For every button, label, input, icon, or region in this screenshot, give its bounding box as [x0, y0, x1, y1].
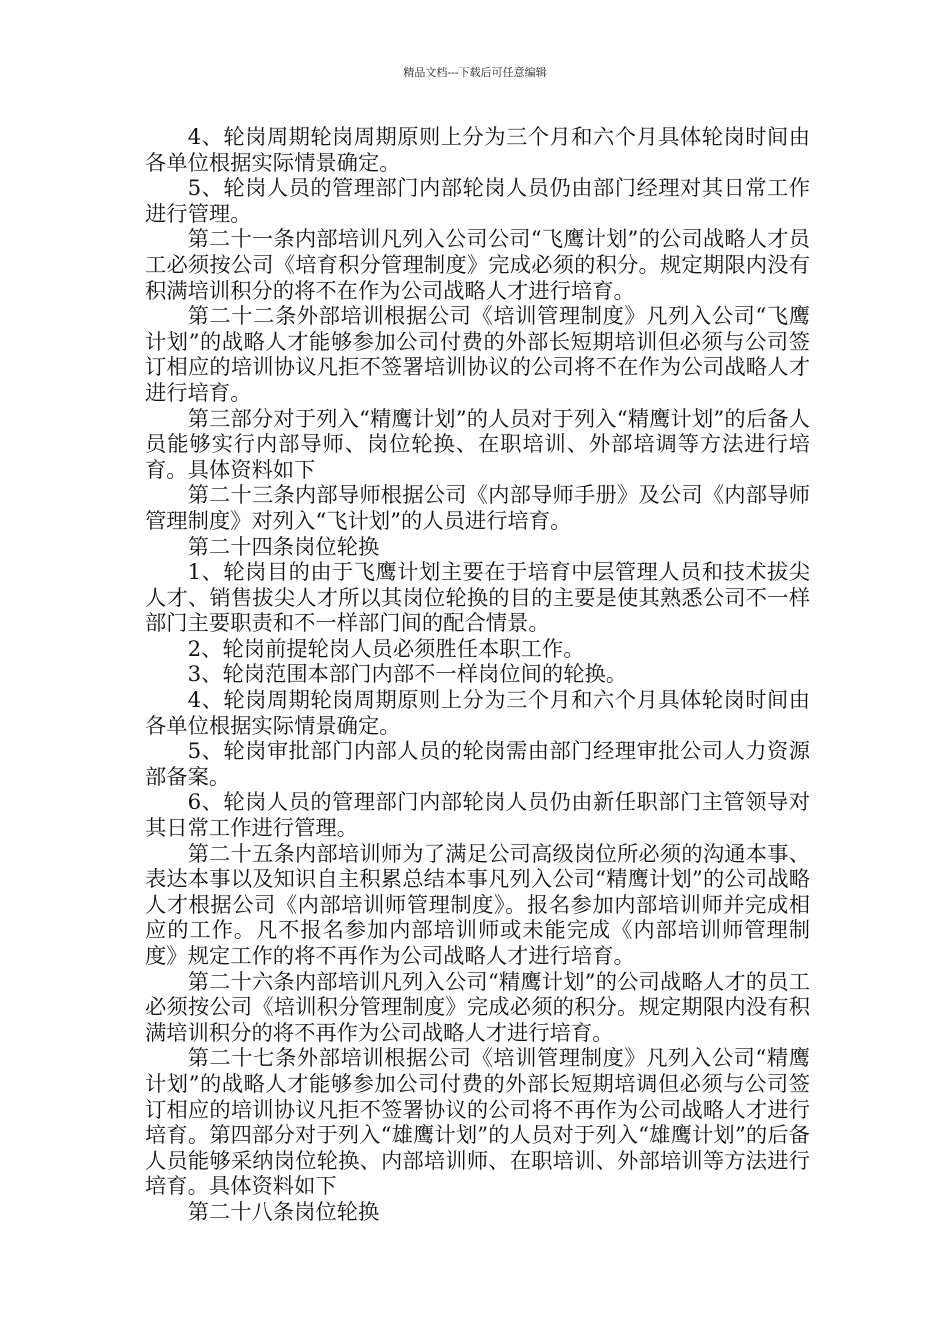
document-body [145, 125, 810, 1226]
paragraph: 2、轮岗前提轮岗人员必须胜任本职工作。 [187, 636, 585, 662]
paragraph: 1、轮岗目的由于飞鹰计划主要在于培育中层管理人员和技术拔尖人才、销售拔尖人才所以其岗位轮换的目的主要是使其熟悉公司不一样部门主要职责和不一样部门间的配合情景。 [145, 560, 810, 637]
section-heading: 第二十四条岗位轮换 [187, 534, 380, 560]
paragraph: 4、轮岗周期轮岗周期原则上分为三个月和六个月具体轮岗时间由各单位根据实际情景确定。 [145, 688, 810, 739]
section-heading: 第二十八条岗位轮换 [187, 1199, 380, 1225]
paragraph: 第二十三条内部导师根据公司《内部导师手册》及公司《内部导师管理制度》对列入“飞计划”的人员进行培育。 [145, 483, 810, 534]
paragraph: 第二十二条外部培训根据公司《培训管理制度》凡列入公司“飞鹰计划”的战略人才能够参加公司付费的外部长短期培训但必须与公司签订相应的培训协议凡拒不签署培训协议的公司将不在作为公司战略人才进行培育。 [145, 304, 810, 406]
paragraph: 第二十七条外部培训根据公司《培训管理制度》凡列入公司“精鹰计划”的战略人才能够参加公司付费的外部长短期培调但必须与公司签订相应的培训协议凡拒不签署协议的公司将不再作为公司战略人才进行培育。第四部分对于列入“雄鹰计划”的人员对于列入“雄鹰计划”的后备人员能够采纳岗位轮换、内部培训师、在职培训、外部培训等方法进行培育。具体资料如下 [145, 1046, 810, 1200]
paragraph: 4、轮岗周期轮岗周期原则上分为三个月和六个月具体轮岗时间由各单位根据实际情景确定。 [145, 125, 810, 176]
paragraph: 5、轮岗人员的管理部门内部轮岗人员仍由部门经理对其日常工作进行管理。 [145, 176, 810, 227]
paragraph: 第二十五条内部培训师为了满足公司高级岗位所必须的沟通本事、表达本事以及知识自主积累总结本事凡列入公司“精鹰计划”的公司战略人才根据公司《内部培训师管理制度》。报名参加内部培训师并完成相应的工作。凡不报名参加内部培训师或未能完成《内部培训师管理制度》规定工作的将不再作为公司战略人才进行培育。 [145, 841, 810, 969]
paragraph: 6、轮岗人员的管理部门内部轮岗人员仍由新任职部门主管领导对其日常工作进行管理。 [145, 790, 810, 842]
paragraph: 第三部分对于列入“精鹰计划”的人员对于列入“精鹰计划”的后备人员能够实行内部导师、岗位轮换、在职培训、外部培调等方法进行培育。具体资料如下 [145, 406, 810, 483]
paragraph: 3、轮岗范围本部门内部不一样岗位间的轮换。 [187, 662, 628, 688]
page-header: 精品文档---下载后可任意编辑 [403, 66, 547, 79]
paragraph: 第二十六条内部培训凡列入公司“精鹰计划”的公司战略人才的员工必须按公司《培训积分管理制度》完成必须的积分。规定期限内没有积满培训积分的将不再作为公司战略人才进行培育。 [145, 969, 810, 1046]
paragraph: 5、轮岗审批部门内部人员的轮岗需由部门经理审批公司人力资源部备案。 [145, 739, 810, 790]
paragraph: 第二十一条内部培训凡列入公司公司“飞鹰计划”的公司战略人才员工必须按公司《培育积分管理制度》完成必须的积分。规定期限内没有积满培训积分的将不在作为公司战略人才进行培育。 [145, 227, 810, 304]
